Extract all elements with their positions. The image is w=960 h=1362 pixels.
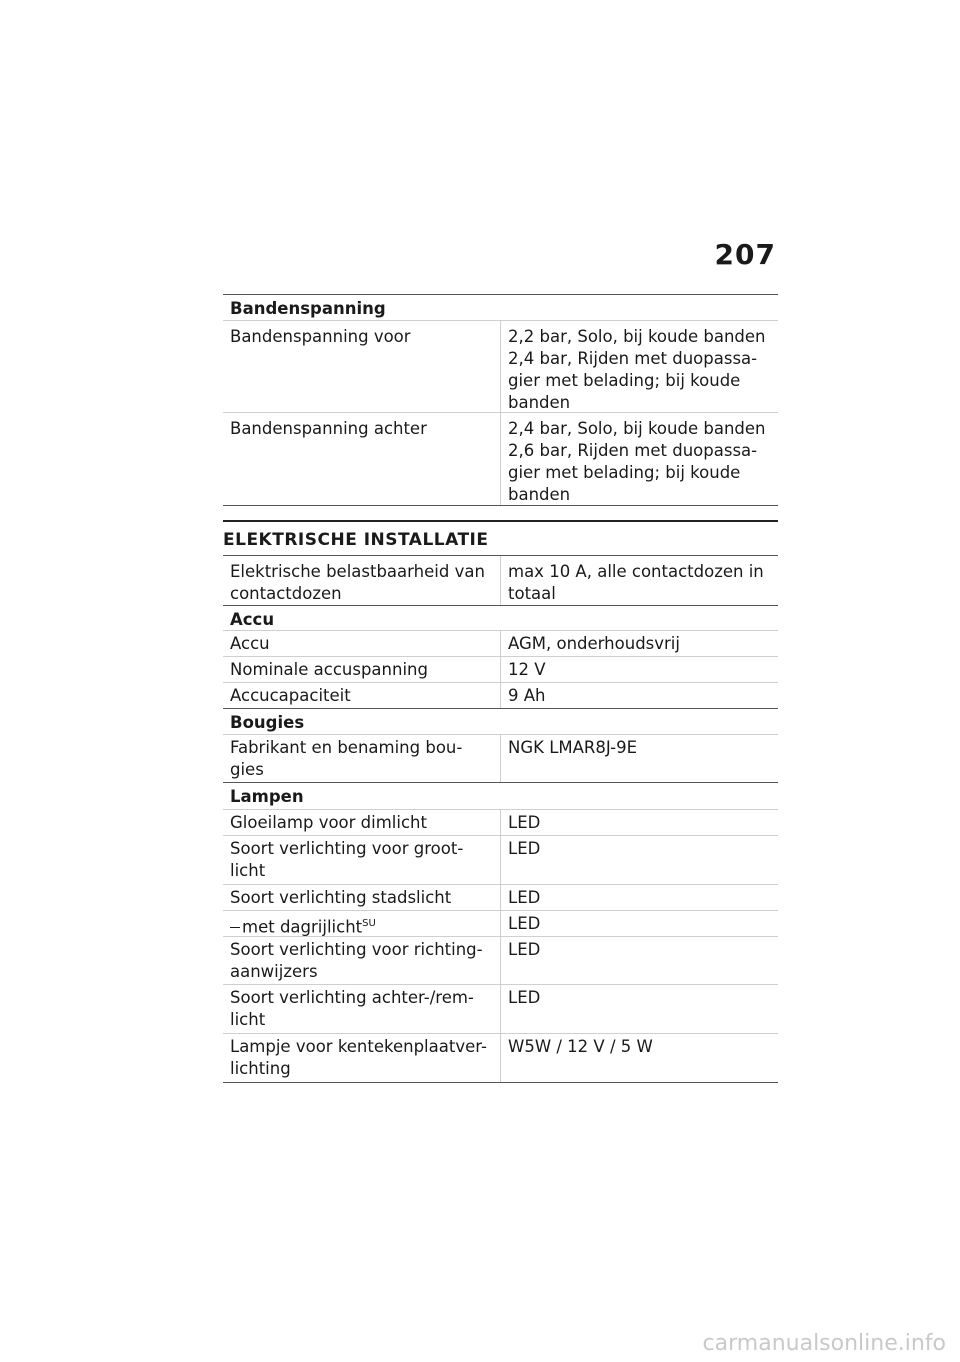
row-label: Bandenspanning achter bbox=[230, 419, 427, 438]
table-row: Accu AGM, onderhoudsvrij bbox=[223, 631, 778, 657]
table-row: Soort verlichting voor richting- aanwijzers LED bbox=[223, 937, 778, 985]
table-row: Gloeilamp voor dimlicht LED bbox=[223, 810, 778, 836]
table-row: Soort verlichting achter-/rem- licht LED bbox=[223, 985, 778, 1034]
table-row: Lampje voor kentekenplaatver- lichting W5W / 12 V / 5 W bbox=[223, 1034, 778, 1083]
electrical-table bbox=[223, 555, 778, 1083]
page-number: 207 bbox=[714, 238, 776, 271]
row-value: 2,2 bar, Solo, bij koude banden 2,4 bar, Rijden met duopassa- gier met belading; bij koude banden bbox=[508, 327, 766, 412]
accu-heading: Accu bbox=[223, 606, 778, 631]
table-row: Accucapaciteit 9 Ah bbox=[223, 683, 778, 709]
table-row: Nominale accuspanning 12 V bbox=[223, 657, 778, 683]
tire-pressure-heading: Bandenspanning bbox=[223, 295, 778, 321]
watermark-text: carmanualsonline.info bbox=[702, 1331, 946, 1356]
country-code-superscript: SU bbox=[362, 918, 376, 929]
row-label: Bandenspanning voor bbox=[230, 327, 411, 346]
table-row-front-pressure bbox=[223, 321, 778, 413]
row-value: 2,4 bar, Solo, bij koude banden 2,6 bar, Rijden met duopassa- gier met belading; bij koude banden bbox=[508, 419, 766, 504]
table-row-rear-pressure bbox=[223, 413, 778, 506]
dash-icon bbox=[230, 927, 240, 928]
table-row: Soort verlichting voor groot- licht LED bbox=[223, 836, 778, 885]
tire-pressure-table bbox=[223, 294, 778, 506]
table-row: met dagrijlicht$^{SU}$ LED bbox=[223, 911, 778, 937]
section-title: ELEKTRISCHE INSTALLATIE bbox=[223, 520, 778, 550]
table-row: Fabrikant en benaming bou- gies NGK LMAR8J-9E bbox=[223, 735, 778, 783]
row-value: max 10 A, alle contactdozen in totaal bbox=[508, 562, 764, 603]
row-label: Elektrische belastbaarheid van contactdozen bbox=[230, 562, 485, 603]
table-row: Soort verlichting stadslicht LED bbox=[223, 885, 778, 911]
bougies-heading: Bougies bbox=[223, 709, 778, 735]
lampen-heading: Lampen bbox=[223, 783, 778, 810]
table-row-socket-load bbox=[223, 556, 778, 606]
